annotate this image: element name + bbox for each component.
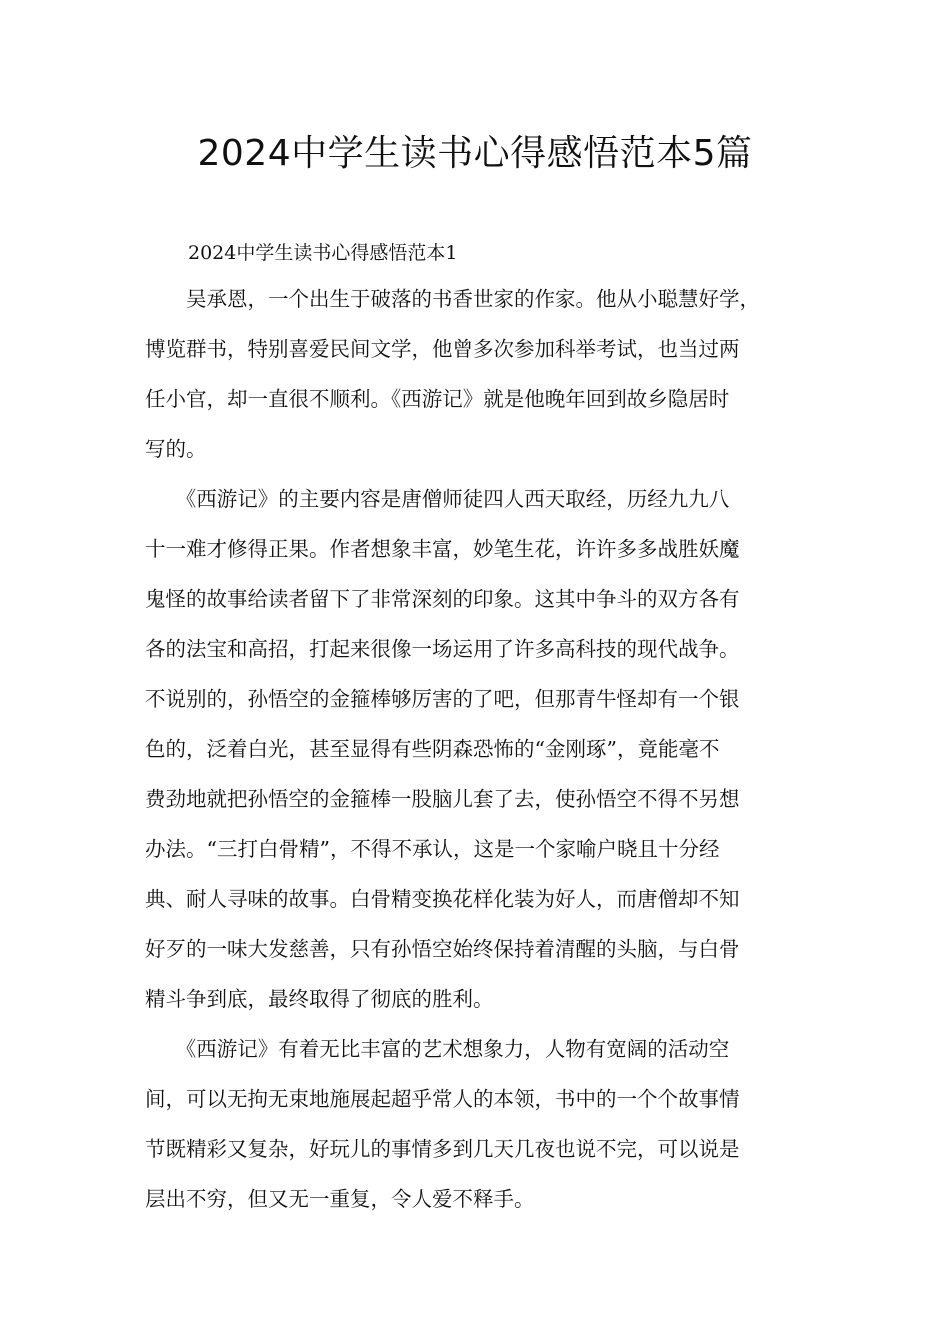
section-heading: 2024中学生读书心得感悟范本1	[188, 242, 458, 264]
document-title: 2024中学生读书心得感悟范本5篇	[197, 133, 753, 174]
paragraph-1: 吴承恩，一个出生于破落的书香世家的作家。他从小聪慧好学， 博览群书，特别喜爱民间文学，他曾多次参加科举考试，也当过两 任小官，却一直很不顺利。《西游记》就是他晚年回到故乡隐居时 写的。	[145, 287, 760, 461]
paragraph-3: 《西游记》有着无比丰富的艺术想象力，人物有宽阔的活动空 间，可以无拘无束地施展起超乎常人的本领，书中的一个个故事情 节既精彩又复杂，好玩儿的事情多到几天几夜也说不完，可以说是 层出不穷，但又无一重复，令人爱不释手。	[145, 1037, 740, 1211]
paragraph-2: 《西游记》的主要内容是唐僧师徒四人西天取经，历经九九八 十一难才修得正果。作者想象丰富，妙笔生花，许许多多战胜妖魔 鬼怪的故事给读者留下了非常深刻的印象。这其中争斗的双方各有 各的法宝和高招，打起来很像一场运用了许多高科技的现代战争。 不说别的，孙悟空的金箍棒够厉害的了吧，但那青牛怪却有一个银 色的，泛着白光，甚至显得有些阴森恐怖的“金刚琢”，竟能毫不 费劲地就把孙悟空的金箍棒一股脑儿套了去，使孙悟空不得不另想 办法。“三打白骨精”，不得不承认，这是一个家喻户晓且十分经 典、耐人寻味的故事。白骨精变换花样化装为好人，而唐僧却不知 好歹的一味大发慈善，只有孙悟空始终保持着清醒的头脑，与白骨 精斗争到底，最终取得了彻底的胜利。	[145, 487, 740, 1011]
